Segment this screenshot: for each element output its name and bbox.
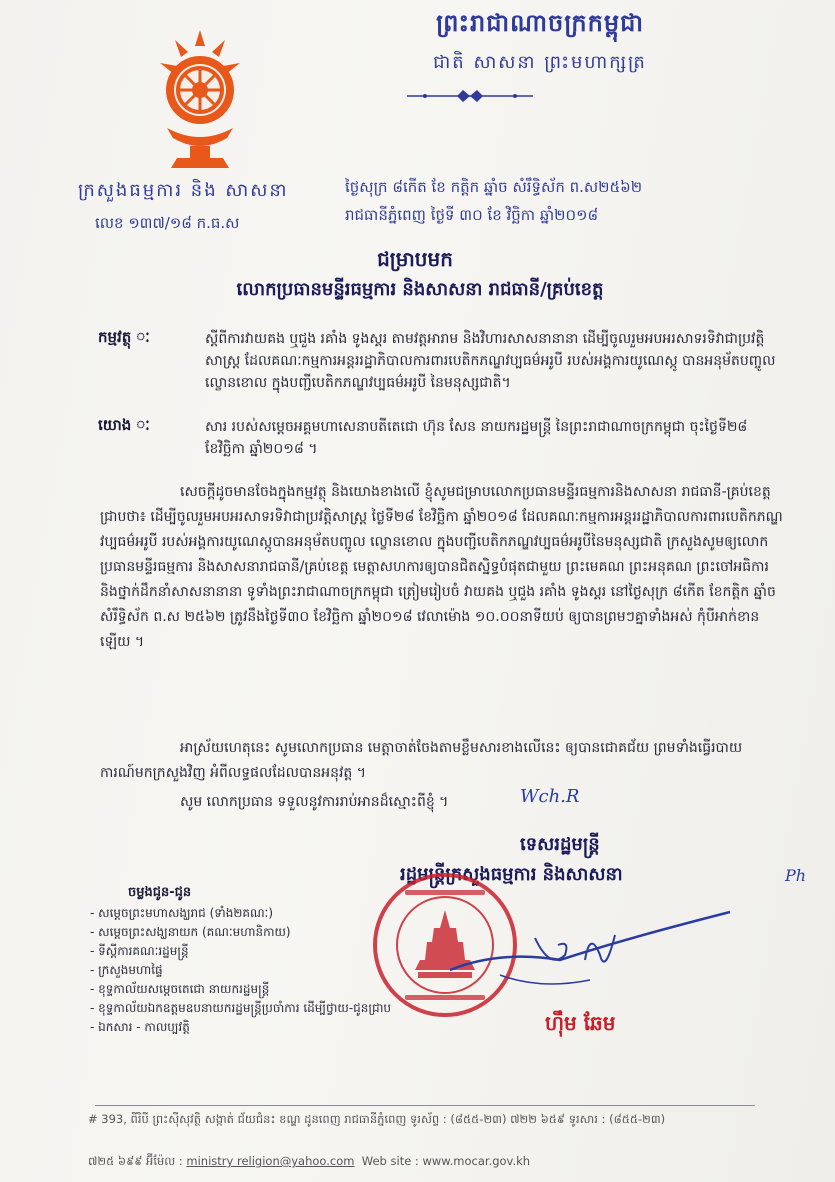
kingdom-title: ព្រះរាជាណាចក្រកម្ពុជា	[436, 9, 644, 37]
sender-ministry: ក្រសួងធម្មការ និង សាសនា	[78, 180, 289, 201]
cc-item: - ខុទ្ទកាល័យឯកឧត្តមឧបនាយករដ្ឋមន្ត្រីប្រចាំការ ដើម្បីថ្វាយ-ជូនជ្រាប	[90, 999, 391, 1018]
cc-title: ចម្លងជូន-ជូន	[128, 885, 192, 900]
footer-address: # 393, ពីរិបី ព្រះស៊ីសុវត្ថិ សង្កាត់ ជ័យជំនះ ខណ្ឌ ដូនពេញ រាជធានីភ្នំពេញ ទូរស័ព្ទ : (៨៥៥-២៣) ៧២២ ៦៥៩ ទូរសារ : (៨៥៥-២៣)	[88, 1112, 666, 1126]
handwritten-initial: Wch.R	[520, 786, 580, 807]
subject-text: ស្តីពីការវាយគង ឬជួង រគាំង ទូងស្គរ តាមវត្តអារាម និងវិហារសាសនានានា ដើម្បីចូលរួមអបអរសាទរទិវាជាប្រវត្តិសាស្រ្ត ដែលគណៈកម្មការអន្តររដ្ឋាភិបាលការពារបេតិកភណ្ឌវប្បធម៌អរូបី របស់អង្គការយូណេស្កូ បានអនុម័តបញ្ចូល ល្ខោនខោល ក្នុងបញ្ជីបេតិកភណ្ឌវប្បធម៌អរូបី នៃមនុស្សជាតិ។	[205, 331, 776, 391]
salutation: ជម្រាបមក	[377, 247, 453, 271]
solar-date: រាជធានីភ្នំពេញ ថ្ងៃទី ៣០ ខែ វិច្ឆិកា ឆ្នាំ២០១៨	[345, 206, 599, 224]
cc-item: - ឯកសារ - កាលប្បវត្តិ	[90, 1018, 391, 1037]
handwritten-initial-2: Ph	[785, 866, 807, 885]
royal-emblem-icon	[155, 28, 245, 178]
subject-label: កម្មវត្ថុ ៈ	[98, 328, 150, 346]
reference-label: យោង ៈ	[98, 416, 150, 434]
body-paragraph-2: អាស្រ័យហេតុនេះ សូមលោកប្រធាន មេត្តាចាត់ចែងតាមខ្លឹមសារខាងលើនេះ ឲ្យបានជោគជ័យ ព្រមទាំងធ្វើរបាយការណ៍មកក្រសួងវិញ អំពីលទ្ធផលដែលបានអនុវត្ត ។	[100, 740, 743, 781]
cc-item: - សម្តេចព្រះមហាសង្ឃរាជ (ទាំង២គណៈ)	[90, 904, 391, 923]
reference-text: សារ របស់សម្តេចអគ្គមហាសេនាបតីតេជោ ហ៊ុន សែន នាយករដ្ឋមន្ត្រី នៃព្រះរាជាណាចក្រកម្ពុជា ចុះថ្ងៃទី២៨ ខែវិច្ឆិកា ឆ្នាំ២០១៨ ។	[205, 419, 748, 457]
cc-item: - ទីស្តីការគណៈរដ្ឋមន្ត្រី	[90, 942, 391, 961]
recipient: លោកប្រធានមន្ទីរធម្មការ និងសាសនា រាជធានី/គ្រប់ខេត្ត	[236, 279, 604, 300]
ornament-divider-icon	[405, 88, 535, 104]
closing-line: សូម លោកប្រធាន ទទួលនូវការរាប់អានដ៏ស្មោះពីខ្ញុំ ។	[180, 794, 449, 810]
signatory-title: ទេសរដ្ឋមន្ត្រី	[520, 834, 600, 855]
footer-email-link[interactable]: ministry religion@yahoo.com	[186, 1154, 355, 1168]
footer-contact	[88, 1154, 788, 1171]
footer-website-link[interactable]: Web site : www.mocar.gov.kh	[361, 1154, 531, 1168]
cc-item: - សម្តេចព្រះសង្ឃនាយក (គណៈមហានិកាយ)	[90, 923, 391, 942]
cc-item: - ខុទ្ទកាល័យសម្តេចតេជោ នាយករដ្ឋមន្ត្រី	[90, 980, 391, 999]
signatory-role: រដ្ឋមន្ត្រីក្រសួងធម្មការ និងសាសនា	[400, 864, 623, 885]
footer-fax: ៧២៥ ៦៩៩ អ៊ីម៉ែល :	[88, 1154, 187, 1168]
handwritten-signature	[440, 900, 740, 1000]
lunar-date: ថ្ងៃសុក្រ ៨កើត ខែ កត្តិក ឆ្នាំច សំរឹទ្ធិស័ក ព.ស២៥៦២	[345, 178, 643, 196]
reference-number: លេខ ១៣៧/១៨ ក.ធ.ស	[95, 214, 240, 232]
signatory-name: ហ៊ឹម ឆែម	[545, 1011, 616, 1035]
footer-divider	[95, 1105, 755, 1106]
national-motto: ជាតិ សាសនា ព្រះមហាក្សត្រ	[433, 52, 647, 73]
cc-item: - ក្រសួងមហាផ្ទៃ	[90, 961, 391, 980]
cc-list	[90, 904, 391, 1037]
body-paragraph-1: សេចក្តីដូចមានចែងក្នុងកម្មវត្ថុ និងយោងខាងលើ ខ្ញុំសូមជម្រាបលោកប្រធានមន្ទីរធម្មការនិងសាសនា រាជធានី-គ្រប់ខេត្ត ជ្រាបថា៖ ដើម្បីចូលរួមអបអរសាទរទិវាជាប្រវត្តិសាស្រ្ត ថ្ងៃទី២៨ ខែវិច្ឆិកា ឆ្នាំ២០១៨ ដែលគណៈកម្មការអន្តររដ្ឋាភិបាលការពារបេតិកភណ្ឌវប្បធម៌អរូបី របស់អង្គការយូណេស្កូបានអនុម័តបញ្ចូល ល្ខោនខោល ក្នុងបញ្ជីបេតិកភណ្ឌវប្បធម៌អរូបីនៃមនុស្សជាតិ ក្រសួងសូមឲ្យលោកប្រធានមន្ទីរធម្មការ និងសាសនារាជធានី/គ្រប់ខេត្ត មេត្តាសហការឲ្យបានជិតស្និទ្ធបំផុតជាមួយ ព្រះមេគណ ព្រះអនុគណ ព្រះចៅអធិការ និងថ្នាក់ដឹកនាំសាសនានានា ទូទាំងព្រះរាជាណាចក្រកម្ពុជា ត្រៀមរៀបចំ វាយគង ឬជួង រគាំង ទូងស្គរ នៅថ្ងៃសុក្រ ៨កើត ខែកត្តិក ឆ្នាំច សំរឹទ្ធិស័ក ព.ស ២៥៦២ ត្រូវនឹងថ្ងៃទី៣០ ខែវិច្ឆិកា ឆ្នាំ២០១៨ វេលាម៉ោង ១០.០០នាទីយប់ ឲ្យបានព្រមៗគ្នាទាំងអស់ កុំបីអាក់ខានឡើយ ។	[100, 484, 783, 650]
